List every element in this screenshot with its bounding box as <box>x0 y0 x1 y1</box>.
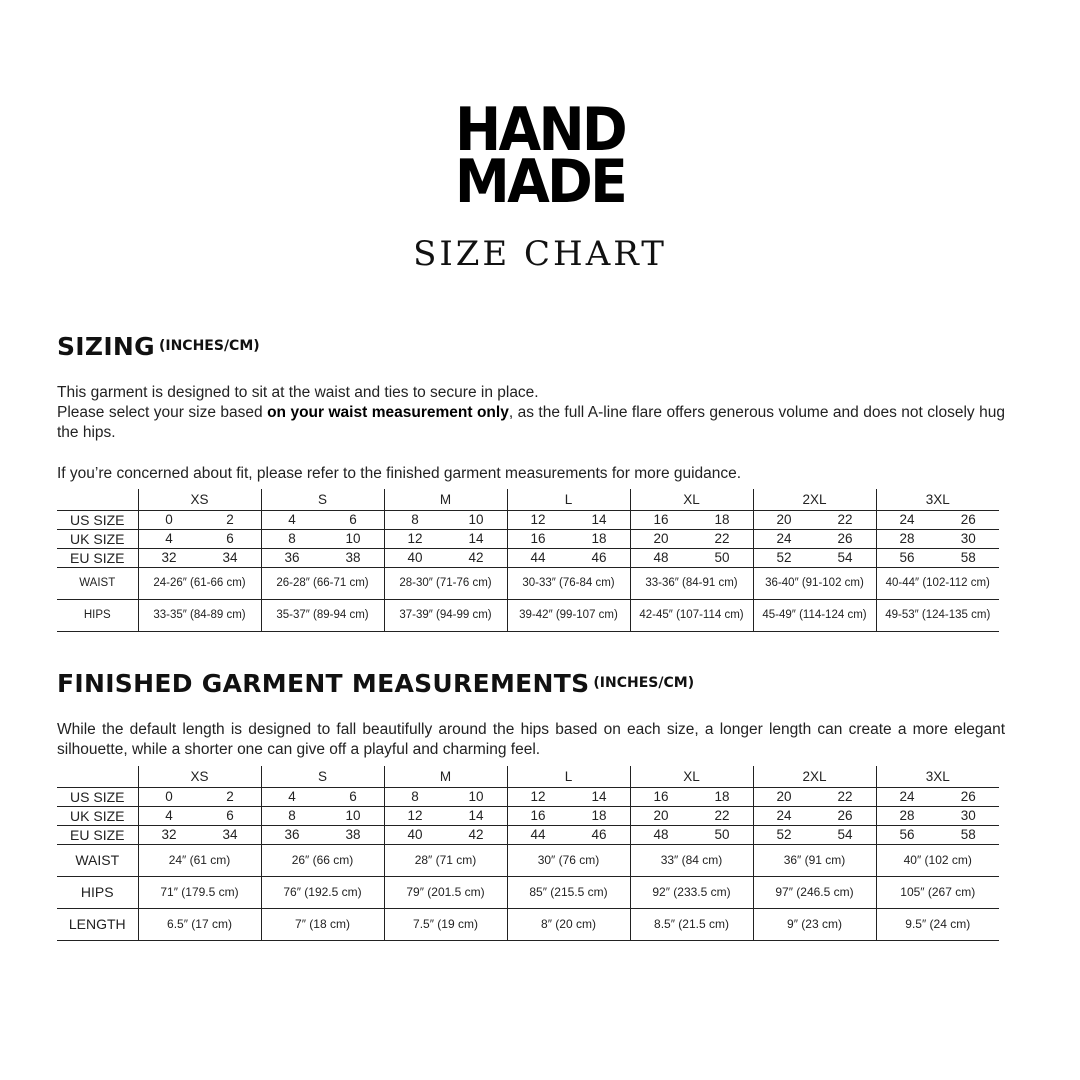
size-cell: 6 <box>323 787 385 806</box>
size-cell: 10 <box>446 787 508 806</box>
size-cell: 0 <box>138 510 200 529</box>
size-group-header: M <box>384 489 507 510</box>
size-cell: 40 <box>384 548 446 567</box>
size-cell: 10 <box>323 806 385 825</box>
size-cell: 36 <box>261 825 323 844</box>
size-cell: 4 <box>138 806 200 825</box>
finished-unit: (INCHES/CM) <box>593 675 695 691</box>
size-cell: 54 <box>815 825 877 844</box>
finished-description: While the default length is designed to fall beautifully around the hips based on each size, a longer length can create a more elegant silhouette, while a shorter one can give off a playful and charming feel. <box>57 721 1005 758</box>
size-cell: 6 <box>323 510 385 529</box>
size-cell: 30 <box>938 529 1000 548</box>
size-cell: 12 <box>507 787 569 806</box>
size-cell: 48 <box>630 548 692 567</box>
size-cell: 8 <box>384 787 446 806</box>
measure-cell: 26-28″ (66-71 cm) <box>261 567 384 599</box>
size-cell: 34 <box>200 825 262 844</box>
size-cell: 42 <box>446 825 508 844</box>
size-cell: 8 <box>261 806 323 825</box>
size-cell: 54 <box>815 548 877 567</box>
sizing-line2 <box>57 403 1005 443</box>
size-cell: 0 <box>138 787 200 806</box>
measure-cell: 30″ (76 cm) <box>507 844 630 876</box>
size-cell: 10 <box>446 510 508 529</box>
size-cell: 58 <box>938 825 1000 844</box>
size-group-header: L <box>507 766 630 787</box>
size-cell: 24 <box>753 806 815 825</box>
finished-heading <box>57 669 694 698</box>
size-cell: 20 <box>630 529 692 548</box>
size-row-label: US SIZE <box>57 510 138 529</box>
size-cell: 38 <box>323 825 385 844</box>
measure-cell: 49-53″ (124-135 cm) <box>876 599 999 631</box>
measure-cell: 24-26″ (61-66 cm) <box>138 567 261 599</box>
size-cell: 56 <box>876 548 938 567</box>
size-cell: 10 <box>323 529 385 548</box>
size-cell: 50 <box>692 548 754 567</box>
size-group-header: XL <box>630 766 753 787</box>
page-title: SIZE CHART <box>413 234 667 274</box>
measure-cell: 33″ (84 cm) <box>630 844 753 876</box>
size-cell: 56 <box>876 825 938 844</box>
size-cell: 24 <box>876 510 938 529</box>
size-cell: 34 <box>200 548 262 567</box>
measure-cell: 92″ (233.5 cm) <box>630 876 753 908</box>
size-cell: 42 <box>446 548 508 567</box>
size-cell: 44 <box>507 825 569 844</box>
size-cell: 22 <box>692 806 754 825</box>
measure-row-label: WAIST <box>57 844 138 876</box>
size-group-header: 3XL <box>925 768 950 784</box>
measure-cell: 76″ (192.5 cm) <box>261 876 384 908</box>
measure-cell: 7.5″ (19 cm) <box>384 908 507 940</box>
size-group-header: 2XL <box>753 489 876 510</box>
size-cell: 38 <box>323 548 385 567</box>
size-group-header: XL <box>630 489 753 510</box>
header-corner <box>57 489 138 510</box>
measure-cell: 105″ (267 cm) <box>876 876 999 908</box>
measure-cell: 33-36″ (84-91 cm) <box>630 567 753 599</box>
size-cell: 16 <box>630 510 692 529</box>
sizing-heading-text: SIZING <box>57 332 155 361</box>
size-group-header: 2XL <box>753 766 876 787</box>
size-group-header: 3XL <box>925 491 950 507</box>
size-row-label: UK SIZE <box>57 529 138 548</box>
size-cell: 2 <box>200 787 262 806</box>
brand-logo-line1: HAND <box>455 95 625 165</box>
size-cell: 24 <box>876 787 938 806</box>
sizing-line2-pre: Please select your size based <box>57 404 268 421</box>
size-cell: 4 <box>261 787 323 806</box>
size-cell: 12 <box>384 529 446 548</box>
measure-cell: 97″ (246.5 cm) <box>753 876 876 908</box>
size-group-header: M <box>384 766 507 787</box>
size-cell: 18 <box>569 806 631 825</box>
size-cell: 22 <box>692 529 754 548</box>
size-cell: 22 <box>815 787 877 806</box>
size-cell: 14 <box>569 510 631 529</box>
measure-cell: 79″ (201.5 cm) <box>384 876 507 908</box>
measure-row-label: WAIST <box>57 567 138 599</box>
measure-cell: 36″ (91 cm) <box>753 844 876 876</box>
size-group-header: L <box>507 489 630 510</box>
size-group-header: XS <box>138 489 261 510</box>
size-group-header: S <box>261 766 384 787</box>
size-cell: 2 <box>200 510 262 529</box>
sizing-description <box>57 383 1005 443</box>
measure-cell: 30-33″ (76-84 cm) <box>507 567 630 599</box>
size-cell: 18 <box>692 510 754 529</box>
sizing-heading <box>57 332 260 361</box>
size-cell: 18 <box>569 529 631 548</box>
size-cell: 8 <box>384 510 446 529</box>
size-cell: 26 <box>815 806 877 825</box>
size-row-label: UK SIZE <box>57 806 138 825</box>
size-cell: 4 <box>261 510 323 529</box>
size-cell: 16 <box>507 806 569 825</box>
size-cell: 30 <box>938 806 1000 825</box>
size-cell: 40 <box>384 825 446 844</box>
size-cell: 8 <box>261 529 323 548</box>
measure-cell: 40″ (102 cm) <box>876 844 999 876</box>
measure-cell: 45-49″ (114-124 cm) <box>753 599 876 631</box>
size-cell: 32 <box>138 548 200 567</box>
measure-cell: 24″ (61 cm) <box>138 844 261 876</box>
size-cell: 46 <box>569 825 631 844</box>
size-cell: 6 <box>200 529 262 548</box>
size-group-header: XS <box>138 766 261 787</box>
size-cell: 16 <box>630 787 692 806</box>
size-cell: 44 <box>507 548 569 567</box>
finished-table <box>57 766 999 941</box>
sizing-line2-post: , as the full A-line flare offers generous volume and does not closely hug the hips. <box>57 404 1005 441</box>
size-group-header: S <box>261 489 384 510</box>
measure-cell: 71″ (179.5 cm) <box>138 876 261 908</box>
size-cell: 14 <box>446 806 508 825</box>
measure-cell: 85″ (215.5 cm) <box>507 876 630 908</box>
measure-row-label: HIPS <box>57 876 138 908</box>
sizing-table <box>57 489 999 632</box>
size-row-label: EU SIZE <box>57 548 138 567</box>
header-corner <box>57 766 138 787</box>
measure-cell: 37-39″ (94-99 cm) <box>384 599 507 631</box>
measure-cell: 6.5″ (17 cm) <box>138 908 261 940</box>
size-cell: 36 <box>261 548 323 567</box>
size-cell: 48 <box>630 825 692 844</box>
size-cell: 12 <box>384 806 446 825</box>
size-cell: 14 <box>569 787 631 806</box>
size-cell: 28 <box>876 806 938 825</box>
size-cell: 52 <box>753 825 815 844</box>
size-cell: 18 <box>692 787 754 806</box>
sizing-line2-bold: on your waist measurement only <box>267 404 509 421</box>
size-cell: 46 <box>569 548 631 567</box>
measure-row-label: LENGTH <box>57 908 138 940</box>
sizing-line1: This garment is designed to sit at the waist and ties to secure in place. <box>57 384 539 401</box>
measure-row-label: HIPS <box>57 599 138 631</box>
measure-cell: 28″ (71 cm) <box>384 844 507 876</box>
size-cell: 52 <box>753 548 815 567</box>
measure-cell: 36-40″ (91-102 cm) <box>753 567 876 599</box>
size-row-label: US SIZE <box>57 787 138 806</box>
size-cell: 26 <box>938 787 1000 806</box>
size-cell: 4 <box>138 529 200 548</box>
measure-cell: 33-35″ (84-89 cm) <box>138 599 261 631</box>
sizing-unit: (INCHES/CM) <box>158 338 260 354</box>
size-cell: 20 <box>753 787 815 806</box>
brand-logo-line2: MADE <box>454 147 626 217</box>
size-cell: 58 <box>938 548 1000 567</box>
size-cell: 16 <box>507 529 569 548</box>
measure-cell: 9.5″ (24 cm) <box>876 908 999 940</box>
measure-cell: 35-37″ (89-94 cm) <box>261 599 384 631</box>
size-cell: 20 <box>630 806 692 825</box>
measure-cell: 39-42″ (99-107 cm) <box>507 599 630 631</box>
size-cell: 50 <box>692 825 754 844</box>
measure-cell: 8.5″ (21.5 cm) <box>630 908 753 940</box>
measure-cell: 8″ (20 cm) <box>507 908 630 940</box>
measure-cell: 40-44″ (102-112 cm) <box>876 567 999 599</box>
measure-cell: 28-30″ (71-76 cm) <box>384 567 507 599</box>
measure-cell: 26″ (66 cm) <box>261 844 384 876</box>
measure-cell: 42-45″ (107-114 cm) <box>630 599 753 631</box>
size-cell: 12 <box>507 510 569 529</box>
size-cell: 14 <box>446 529 508 548</box>
measure-cell: 9″ (23 cm) <box>753 908 876 940</box>
size-cell: 24 <box>753 529 815 548</box>
size-cell: 26 <box>938 510 1000 529</box>
size-cell: 26 <box>815 529 877 548</box>
measure-cell: 7″ (18 cm) <box>261 908 384 940</box>
size-cell: 6 <box>200 806 262 825</box>
finished-heading-text: FINISHED GARMENT MEASUREMENTS <box>57 669 590 698</box>
size-cell: 20 <box>753 510 815 529</box>
size-cell: 28 <box>876 529 938 548</box>
size-cell: 32 <box>138 825 200 844</box>
sizing-fit-note: If you’re concerned about fit, please refer to the finished garment measurements for more guidance. <box>57 465 742 482</box>
size-row-label: EU SIZE <box>57 825 138 844</box>
size-cell: 22 <box>815 510 877 529</box>
brand-logo <box>0 95 1080 217</box>
